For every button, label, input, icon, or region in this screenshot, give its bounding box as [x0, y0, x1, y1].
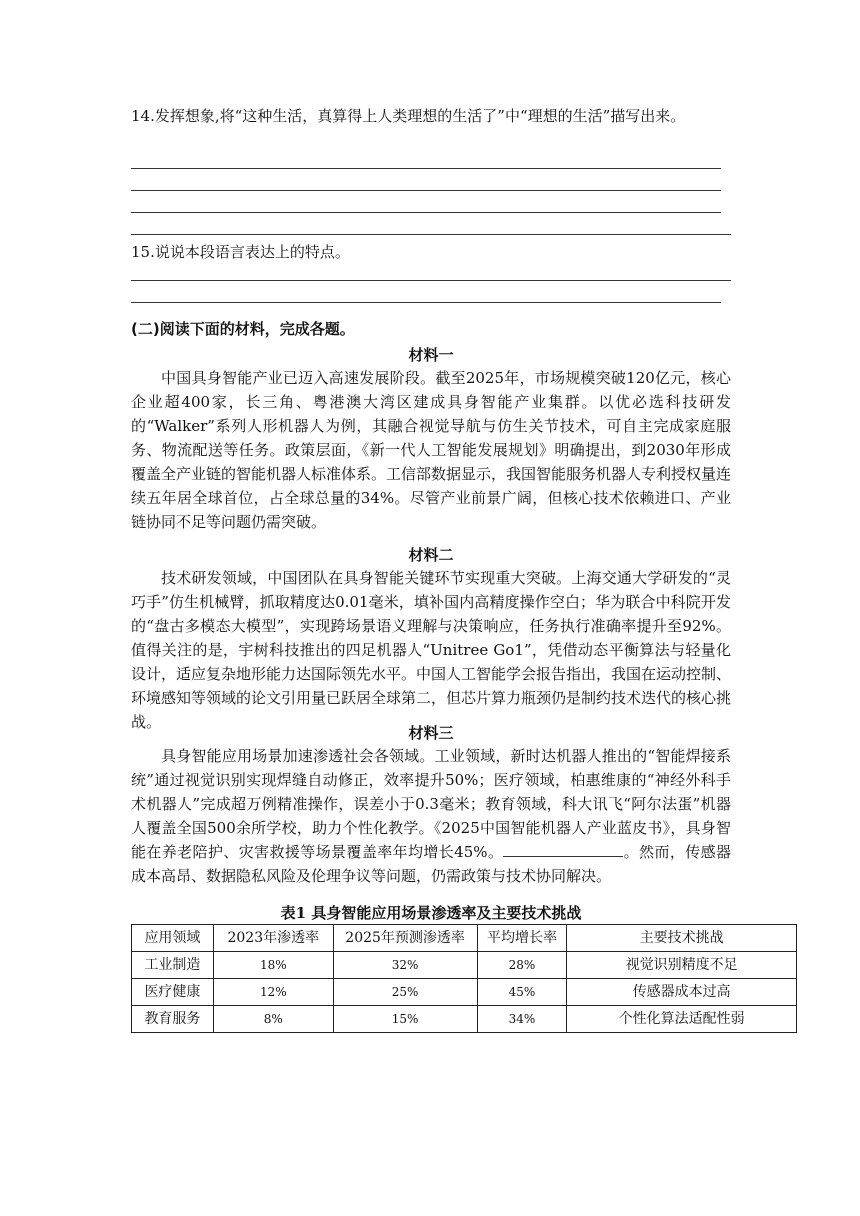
- table-header-row: [132, 925, 797, 952]
- table-cell: 传感器成本过高: [567, 979, 797, 1006]
- table-cell: 工业制造: [132, 952, 214, 979]
- answer-line: [131, 234, 731, 235]
- table-row: [132, 1006, 797, 1033]
- table-row: [132, 952, 797, 979]
- header-cell: 主要技术挑战: [567, 925, 797, 952]
- material-1-title: 材料一: [408, 346, 454, 364]
- table-cell: 个性化算法适配性弱: [567, 1006, 797, 1033]
- table-cell: 12%: [213, 979, 333, 1006]
- table-cell: 28%: [477, 952, 567, 979]
- material-1-text: 中国具身智能产业已迈入高速发展阶段。截至2025年，市场规模突破120亿元，核心企业超400家，长三角、粤港澳大湾区建成具身智能产业集群。以优必选科技研发的“Walker”系列人形机器人为例，其融合视觉导航与仿生关节技术，可自主完成家庭服务、物流配送等任务。政策层面，《新一代人工智能发展规划》明确提出，到2030年形成覆盖全产业链的智能机器人标准体系。工信部数据显示，我国智能服务机器人专利授权量连续五年居全球首位，占全球总量的34%。尽管产业前景广阔，但核心技术依赖进口、产业链协同不足等问题仍需突破。: [131, 369, 732, 531]
- answer-line: [131, 212, 721, 213]
- table-cell: 25%: [333, 979, 477, 1006]
- material-3-title: 材料三: [408, 724, 454, 742]
- table-cell: 32%: [333, 952, 477, 979]
- table-cell: 15%: [333, 1006, 477, 1033]
- section-title: (二)阅读下面的材料，完成各题。: [131, 320, 355, 338]
- answer-line: [131, 302, 721, 303]
- data-table: [131, 924, 797, 1033]
- header-cell: 2023年渗透率: [213, 925, 333, 952]
- material-2-title: 材料二: [408, 546, 454, 564]
- table-cell: 医疗健康: [132, 979, 214, 1006]
- answer-line: [131, 280, 731, 281]
- table-cell: 8%: [213, 1006, 333, 1033]
- material-3-text-part1: 具身智能应用场景加速渗透社会各领域。工业领域，新时达机器人推出的“智能焊接系统”通过视觉识别实现焊缝自动修正，效率提升50%；医疗领域，柏惠维康的“神经外科手术机器人”完成超万例精准操作，误差小于0.3毫米；教育领域，科大讯飞“阿尔法蛋”机器人覆盖全国500余所学校，助力个性化教学。《2025中国智能机器人产业蓝皮书》，具身智能在养老陪护、灾害救援等场景覆盖率年均增长45%。: [131, 747, 731, 861]
- table-cell: 34%: [477, 1006, 567, 1033]
- table-cell: 视觉识别精度不足: [567, 952, 797, 979]
- material-3-text: [131, 744, 731, 888]
- material-3-text-part2: 。然而，传感器成本高昂、数据隐私风险及伦理争议等问题，仍需政策与技术协同解决。: [131, 843, 731, 885]
- material-2-text: 技术研发领域，中国团队在具身智能关键环节实现重大突破。上海交通大学研发的“灵巧手”仿生机械臂，抓取精度达0.01毫米，填补国内高精度操作空白；华为联合中科院开发的“盘古多模态大模型”，实现跨场景语义理解与决策响应，任务执行准确率提升至92%。值得关注的是，宇树科技推出的四足机器人“Unitree Go1”，凭借动态平衡算法与轻量化设计，适应复杂地形能力达国际领先水平。中国人工智能学会报告指出，我国在运动控制、环境感知等领域的论文引用量已跃居全球第二，但芯片算力瓶颈仍是制约技术迭代的核心挑战。: [131, 569, 732, 731]
- question-14: 14.发挥想象,将“这种生活，真算得上人类理想的生活了”中“理想的生活”描写出来。: [131, 107, 686, 125]
- header-cell: 平均增长率: [477, 925, 567, 952]
- header-cell: 2025年预测渗透率: [333, 925, 477, 952]
- question-15: 15.说说本段语言表达上的特点。: [131, 243, 350, 261]
- header-cell: 应用领域: [132, 925, 214, 952]
- answer-line: [131, 168, 721, 169]
- table-cell: 18%: [213, 952, 333, 979]
- table-cell: 45%: [477, 979, 567, 1006]
- table-row: [132, 979, 797, 1006]
- table-caption: 表1 具身智能应用场景渗透率及主要技术挑战: [280, 904, 582, 922]
- answer-line: [131, 190, 721, 191]
- fill-in-blank[interactable]: [503, 842, 623, 857]
- table-cell: 教育服务: [132, 1006, 214, 1033]
